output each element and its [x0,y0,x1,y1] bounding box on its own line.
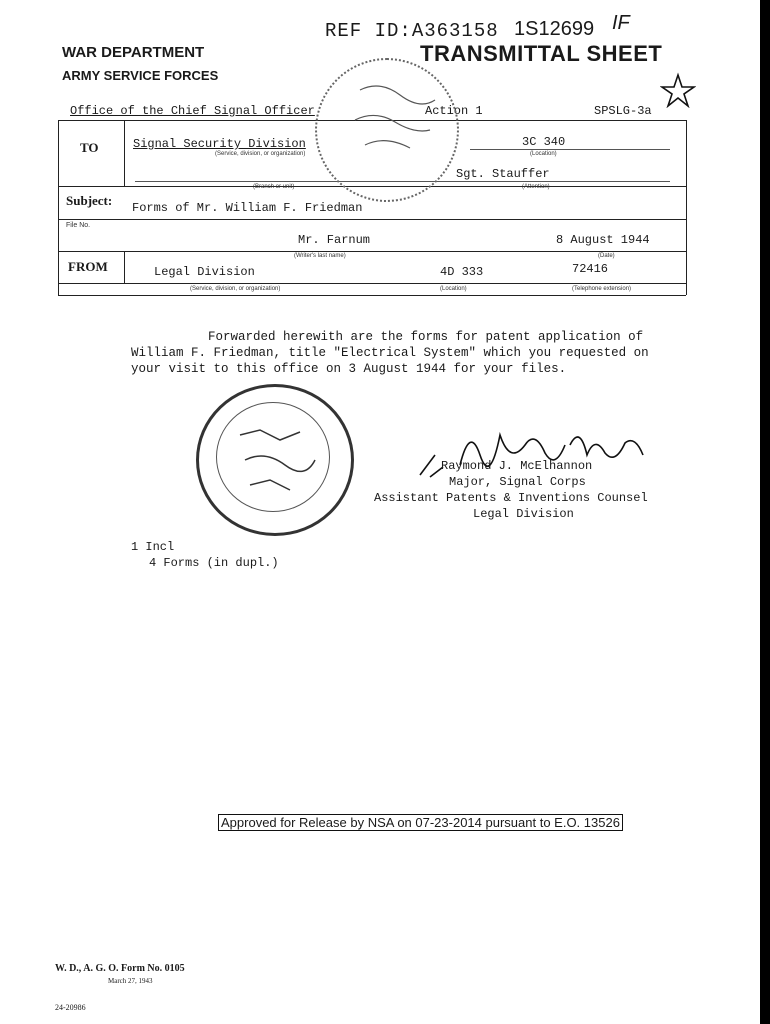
phone-caption: (Telephone extension) [572,286,632,292]
to-organization: Signal Security Division [133,137,306,151]
subject-label: Subject: [66,193,113,208]
star-mark-icon [660,72,696,108]
to-location-rule [470,149,670,150]
corner-mark: IF [612,12,630,34]
body-line-2: William F. Friedman, title "Electrical System" which you requested on [131,346,649,360]
org-line-1: WAR DEPARTMENT [62,44,205,61]
body-line-1: Forwarded herewith are the forms for patent application of [208,330,644,344]
to-location-caption: (Location) [530,151,557,157]
action-number: Action 1 [425,104,483,118]
org-line-2: ARMY SERVICE FORCES [62,68,219,83]
rule-subject-bottom [58,219,686,220]
from-label: FROM [68,259,108,274]
body-line-3: your visit to this office on 3 August 1944 for your files. [131,362,567,376]
enclosure-count: 1 Incl [131,540,175,554]
to-organization-caption: (Service, division, or organization) [215,151,306,157]
office-name: Office of the Chief Signal Officer [70,104,315,118]
writer-name: Mr. Farnum [298,233,371,247]
rule-from-top [58,251,686,252]
from-phone: 72416 [572,262,609,276]
from-organization: Legal Division [154,265,255,279]
serial-number: 1S12699 [514,18,595,40]
stamp-scribble-icon [340,60,450,180]
from-label-divider [124,251,125,283]
page-title: TRANSMITTAL SHEET [420,41,663,66]
signer-title: Assistant Patents & Inventions Counsel [374,491,648,505]
to-label: TO [80,140,99,155]
signer-division: Legal Division [473,507,574,521]
from-organization-caption: (Service, division, or organization) [190,286,281,292]
subject-value: Forms of Mr. William F. Friedman [132,201,363,215]
enclosure-detail: 4 Forms (in dupl.) [149,556,279,570]
attention-name: Sgt. Stauffer [456,167,550,181]
rule-bottom [58,295,686,296]
release-notice: Approved for Release by NSA on 07-23-2014 pursuant to E.O. 13526 [218,814,623,831]
rule-from-bottom [58,283,686,284]
office-symbol: SPSLG-3a [594,104,652,118]
branch-caption: (Branch or unit) [253,184,295,190]
to-label-divider [124,120,125,186]
date-value: 8 August 1944 [556,233,650,247]
rule-left [58,120,59,295]
rule-right [686,120,687,295]
to-location: 3C 340 [522,135,566,149]
form-date: March 27, 1943 [108,977,153,985]
from-location-caption: (Location) [440,286,467,292]
writer-caption: (Writer's last name) [294,253,346,259]
from-location: 4D 333 [440,265,484,279]
scan-edge-bar [760,0,770,1024]
form-number: W. D., A. G. O. Form No. 0105 [55,963,185,974]
signer-rank: Major, Signal Corps [449,475,586,489]
date-stamp-marks-icon [230,410,320,505]
print-code: 24-20986 [55,1003,86,1012]
attention-caption: (Attention) [522,184,550,190]
signer-name: Raymond J. McElhannon [441,459,593,473]
file-number-label: File No. [66,222,91,229]
ref-id: REF ID:A363158 [325,20,499,42]
date-caption: (Date) [598,253,615,259]
